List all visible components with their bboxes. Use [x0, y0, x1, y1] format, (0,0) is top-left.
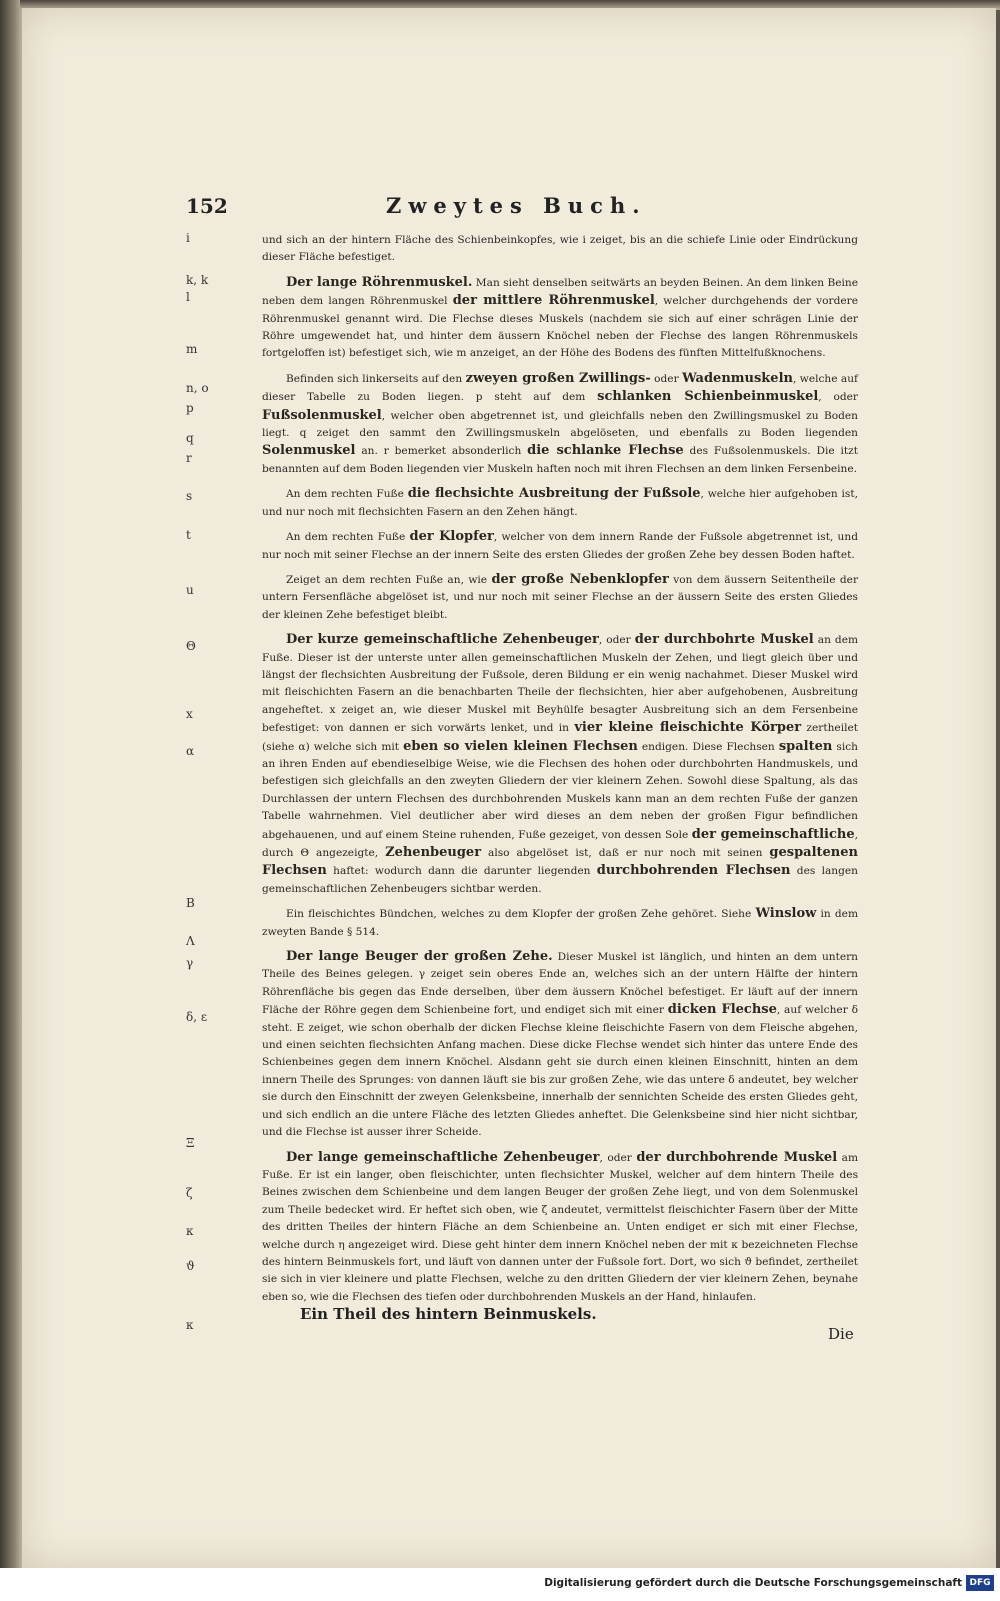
highlighted-term: die flechsichte Ausbreitung der Fußsole: [407, 486, 701, 502]
highlighted-term: eben so vielen kleinen Flechsen: [403, 738, 638, 754]
margin-label: u: [186, 583, 194, 597]
margin-label: k, k: [186, 273, 209, 287]
paragraph: [262, 571, 858, 624]
text-segment: Man sieht denselben seitwärts an beyden Beinen. An dem linken Beine neben dem langen Röhrenmuskel: [262, 276, 858, 308]
margin-label: κ: [186, 1318, 194, 1332]
dfg-logo: DFG: [966, 1575, 994, 1591]
highlighted-term: die schlanke Flechse: [527, 443, 684, 459]
highlighted-term: durchbohrenden Flechsen: [596, 863, 791, 879]
highlighted-term: der Klopfer: [409, 529, 494, 545]
text-segment: , durch Θ angezeigte,: [262, 828, 858, 859]
margin-label: l: [186, 290, 190, 304]
section-heading: Ein Theil des hintern Beinmuskels.: [300, 1305, 597, 1323]
text-segment: und sich an der hintern Fläche des Schienbeinkopfes, wie i zeiget, bis an die schiefe Linie oder Eindrückung dieser Fläche befestiget.: [262, 234, 858, 264]
text-segment: An dem rechten Fuße: [286, 531, 410, 544]
margin-label: δ, ε: [186, 1010, 208, 1024]
margin-label: γ: [186, 956, 194, 970]
margin-label: i: [186, 231, 190, 245]
paragraph: [262, 1149, 858, 1307]
running-title: Zweytes Buch.: [386, 193, 647, 218]
highlighted-term: vier kleine fleischichte Körper: [574, 720, 802, 736]
text-segment: sich an ihren Enden auf ebendieselbige Weise, wie die Flechsen des hohen oder durchbohrten Handmuskels, und befestigen sich gleichfalls an den zweyten Gliedern der vier kleinern Zehen. Sowohl diese Spaltung, als das Durchlassen der untern Flechsen des durchbohrenden Muskels kann man an dem rechten Fuße der ganzen Tabelle wahrnehmen. Viel deutlicher aber wird dieses an dem neben der großen Figur befindlichen abgehauenen, und auf einem Steine ruhenden, Fuße gezeiget, von dessen Sole: [262, 740, 859, 841]
text-segment: , welcher oben abgetrennet ist, und gleichfalls neben den Zwillingsmuskel zu Boden liegt. q zeiget den sammt den Zwillingsmuskeln abgelöseten, und ebenfalls zu Boden liegenden: [262, 409, 858, 440]
paragraph: [262, 905, 858, 941]
highlighted-term: Der lange gemeinschaftliche Zehenbeuger: [286, 1149, 600, 1165]
highlighted-term: der durchbohrte Muskel: [634, 632, 814, 648]
margin-label: q: [186, 431, 194, 445]
margin-label: B: [186, 896, 195, 910]
margin-label: r: [186, 451, 192, 465]
margin-label: Λ: [186, 934, 195, 948]
text-segment: des Fußsolenmuskels. Die itzt benannten auf dem Boden liegenden vier Muskeln haften noch mit ihren Flechsen an dem linken Fersenbeine.: [262, 445, 858, 475]
text-segment: , oder: [818, 391, 858, 404]
text-segment: endigen. Diese Flechsen: [637, 740, 779, 753]
paragraph: [262, 948, 858, 1141]
text-segment: am Fuße. Er ist ein langer, oben fleischichter, unten flechsichter Muskel, welcher auf dem hintern Theile des Beines zwischen dem Schienbeine und dem langen Beuger der großen Zehe liegt, und von dem Solenmuskel zum Theile bedecket wird. Er heftet sich oben, wie ζ andeutet, vermittelst fleischichter Fasern über der Mitte des dritten Theiles der hintern Fläche an dem Schienbeine an. Unten endiget er sich mit einer Flechse, welche durch η angezeiget wird. Diese geht hinter dem innern Knöchel neben der mit κ bezeichneten Flechse des hintern Beinmuskels fort, und läuft von dannen unter der Fußsole fort. Dort, wo sich ϑ befindet, zertheilet sie sich in vier kleinere und platte Flechsen, welche zu den dritten Gliedern der vier kleinern Zehen, beynahe eben so, wie die Flechsen des tiefen oder durchbohrenden Muskels an der Hand, hinlaufen.: [262, 1151, 858, 1303]
highlighted-term: der mittlere Röhrenmuskel: [452, 293, 655, 309]
text-segment: in dem zweyten Bande § 514.: [262, 908, 858, 938]
text-segment: des langen gemeinschaftlichen Zehenbeugers sichtbar werden.: [262, 865, 859, 895]
margin-label: Θ: [186, 639, 196, 653]
paragraph: [262, 274, 858, 363]
margin-label: ϑ: [186, 1259, 195, 1273]
text-segment: also abgelöset ist, daß er nur noch mit seinen: [481, 847, 770, 859]
paragraph: [262, 370, 858, 478]
highlighted-term: Der lange Beuger der großen Zehe.: [286, 949, 553, 965]
margin-label: κ: [186, 1224, 194, 1238]
margin-label: n, o: [186, 381, 209, 395]
text-segment: , welche auf dieser Tabelle zu Boden liegen. p steht auf dem: [262, 372, 858, 404]
text-segment: , oder: [598, 634, 635, 647]
footer-text: Digitalisierung gefördert durch die Deutsche Forschungsgemeinschaft: [544, 1577, 962, 1589]
margin-label: ζ: [186, 1186, 193, 1200]
text-segment: , welcher von dem innern Rande der Fußsole abgetrennet ist, und nur noch mit seiner Flechse an der innern Seite des ersten Gliedes der großen Zehe bey dessen Boden haftet.: [262, 531, 858, 561]
text-segment: , welcher durchgehends der vordere Röhrenmuskel genannt wird. Die Flechse dieses Muskels (nachdem sie sich auf einer schrägen Linie der Röhre umgewendet hat, und hinter dem äussern Knöchel neben der Flechse des langen Röhrenmuskels fortgeloffen ist) befestiget sich, wie m anzeiget, an der Höhe des Bodens des fünften Mittelfußknochens.: [262, 295, 858, 360]
highlighted-term: gespaltenen Flechsen: [262, 845, 858, 879]
text-segment: zertheilet (siehe α) welche sich mit: [262, 722, 859, 753]
paragraph: [262, 485, 858, 521]
margin-label: p: [186, 401, 194, 415]
highlighted-term: spalten: [778, 738, 833, 754]
paragraph: [262, 528, 858, 564]
text-segment: An dem rechten Fuße: [286, 488, 408, 501]
text-segment: an dem Fuße. Dieser ist der unterste unter allen gemeinschaftlichen Muskeln der Zehen, und liegt gleich über und längst der flechsichten Ausbreitung der Fußsole, deren Bildung er ein wenig nachahmet. Dieser Muskel wird mit fleischichten Fasern an die benachbarten Theile der flechsichten, hier aber aufgehobenen, Ausbreitung angeheftet. x zeiget an, wie dieser Muskel mit Beyhülfe besagter Ausbreitung sich an dem Fersenbeine befestiget: von dannen er sich vorwärts lenket, und in: [262, 634, 859, 735]
text-segment: Zeiget an dem rechten Fuße an, wie: [286, 573, 492, 586]
margin-label: m: [186, 342, 198, 356]
text-segment: , auf welcher δ steht. E zeiget, wie schon oberhalb der dicken Flechse kleine fleischichte Fasern von dem Fleische abgehen, und einen seichten flechsichten Anfang machen. Diese dicke Flechse wendet sich hinter das untere Ende des Schienbeines gegen dem innern Knöchel. Alsdann geht sie durch einen kleinen Einschnitt, hinten an dem innern Theile des Sprunges: von dannen läuft sie bis zur großen Zehe, wie das untere δ andeutet, bey welcher sie durch den Einschnitt der zweyen Gelenksbeine, innerhalb der sennichten Scheide des ersten Gliedes geht, und sich endlich an die untere Fläche des letzten Gliedes anheftet. Die Gelenksbeine sind hier nicht sichtbar, und die Flechse ist ausser ihrer Scheide.: [262, 1004, 858, 1139]
text-segment: Befinden sich linkerseits auf den: [286, 372, 466, 385]
margin-label: α: [186, 744, 195, 758]
text-segment: an. r bemerket absonderlich: [355, 445, 528, 458]
margin-label: s: [186, 489, 193, 503]
page-number: 152: [186, 194, 228, 218]
margin-label: x: [186, 707, 193, 721]
highlighted-term: Solenmuskel: [262, 443, 356, 459]
highlighted-term: der große Nebenklopfer: [491, 571, 669, 587]
text-segment: , welche hier aufgehoben ist, und nur noch mit flechsichten Fasern an den Zehen hängt.: [262, 488, 858, 518]
text-segment: von dem äussern Seitentheile der untern Fersenfläche abgelöset ist, und nur noch mit seiner Flechse an der äussern Seite des ersten Gliedes der kleinen Zehe befestiget bleibt.: [262, 573, 859, 621]
margin-label: Ξ: [186, 1136, 195, 1150]
text-segment: Ein fleischichtes Bündchen, welches zu dem Klopfer der großen Zehe gehöret. Siehe: [286, 908, 756, 921]
digitization-footer: [0, 1568, 1000, 1601]
text-segment: haftet: wodurch dann die darunter liegenden: [326, 865, 597, 878]
body-text: [262, 232, 858, 1313]
highlighted-term: dicken Flechse: [667, 1002, 777, 1018]
text-segment: , oder: [599, 1151, 637, 1164]
catchword: Die: [828, 1325, 854, 1343]
paragraph: [262, 631, 858, 898]
highlighted-term: schlanken Schienbeinmuskel: [597, 389, 819, 405]
book-spine-edge: [0, 0, 24, 1570]
highlighted-term: zweyen großen Zwillings-: [465, 370, 651, 386]
paragraph: [262, 232, 858, 267]
highlighted-term: Wadenmuskeln: [682, 370, 793, 386]
highlighted-term: Winslow: [755, 906, 817, 922]
highlighted-term: Zehenbeuger: [385, 845, 482, 860]
highlighted-term: der durchbohrende Muskel: [636, 1149, 838, 1165]
highlighted-term: Der kurze gemeinschaftliche Zehenbeuger: [286, 632, 599, 648]
text-segment: oder: [650, 372, 683, 385]
highlighted-term: der gemeinschaftliche: [691, 826, 855, 842]
highlighted-term: Der lange Röhrenmuskel.: [286, 274, 473, 290]
margin-label: t: [186, 528, 191, 542]
text-segment: Dieser Muskel ist länglich, und hinten an dem untern Theile des Beines gelegen. γ zeiget sein oberes Ende an, welches sich an der untern Hälfte der hintern Röhrenfläche bis gegen das Ende derselben, über dem äussern Knöchel befestiget. Er läuft auf der innern Fläche der Röhre gegen dem Schienbeine fort, und endiget sich mit einer: [262, 951, 859, 1017]
highlighted-term: Fußsolenmuskel: [262, 407, 382, 423]
